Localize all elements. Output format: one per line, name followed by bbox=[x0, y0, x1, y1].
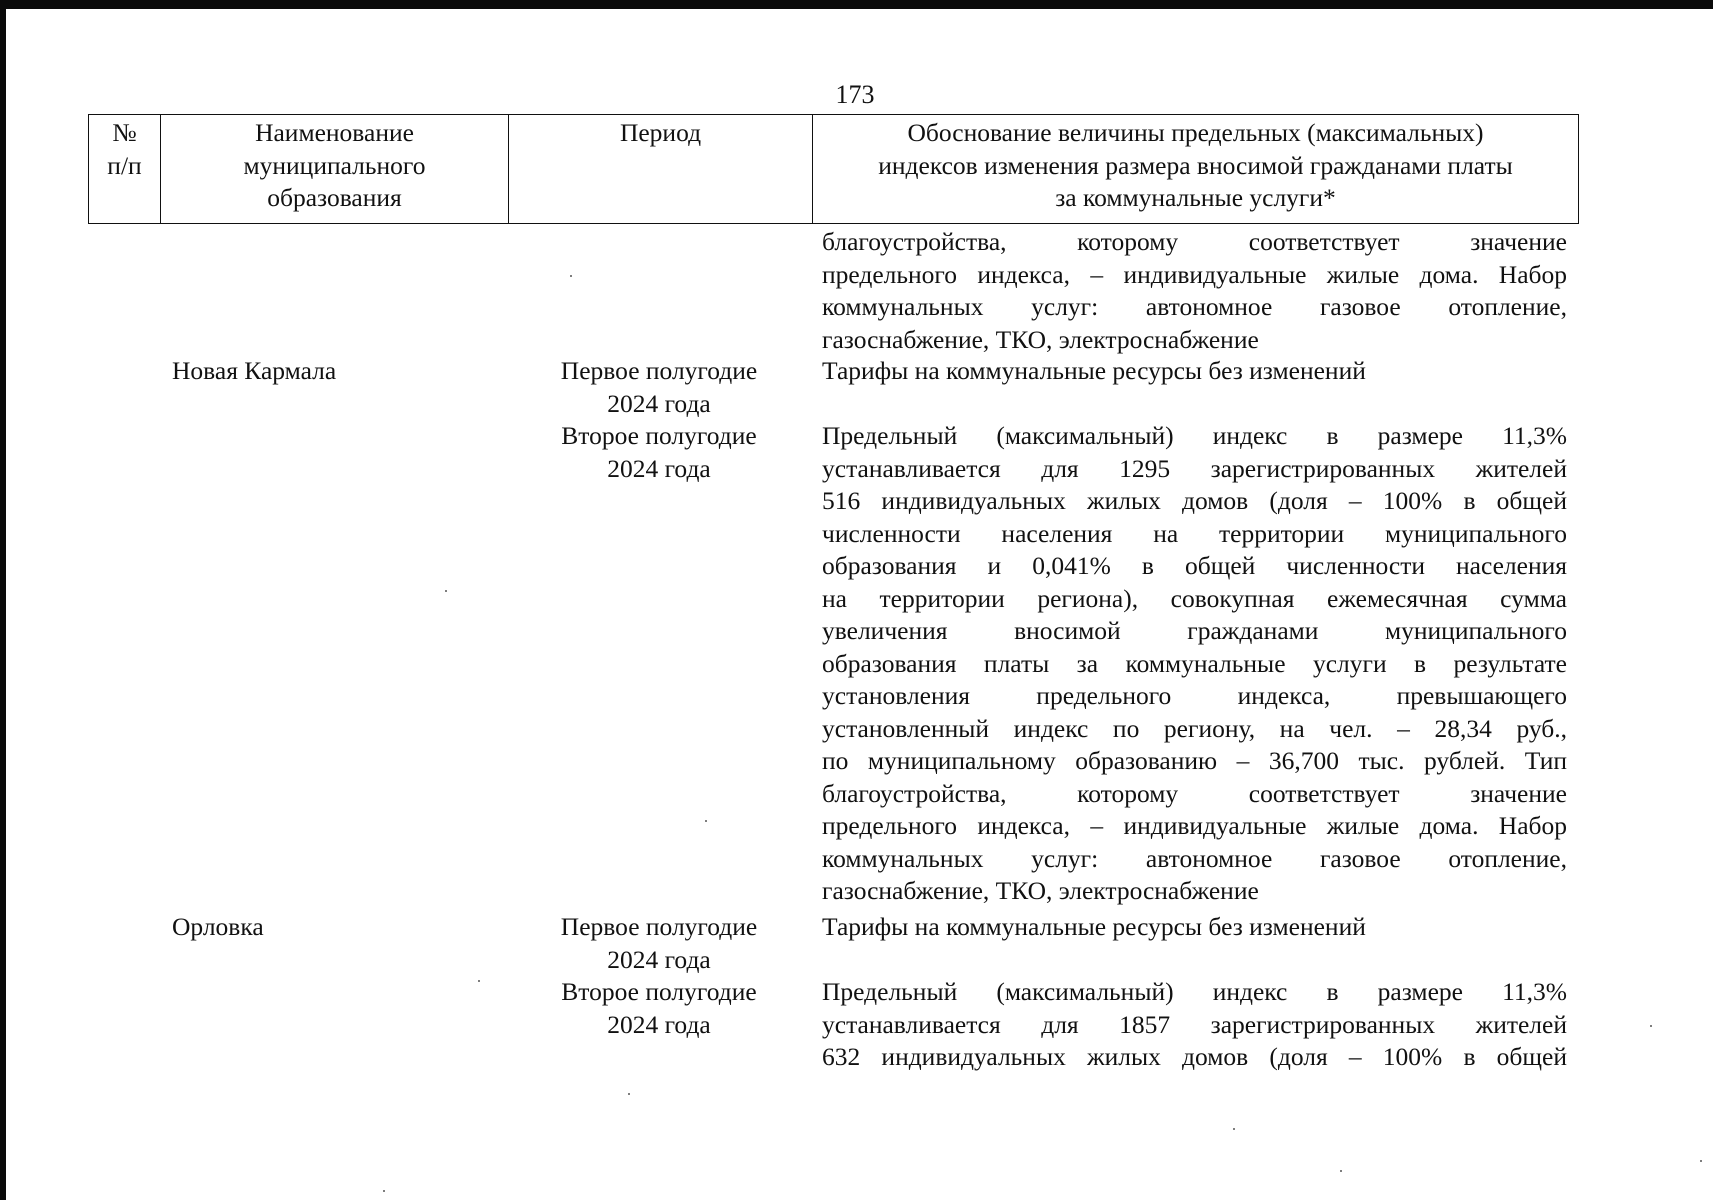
scan-speck bbox=[570, 275, 572, 277]
text-line: коммунальных услуг: автономное газовое отопление, bbox=[822, 843, 1567, 873]
scan-border-top bbox=[0, 0, 1713, 9]
text-line: на территории региона), совокупная ежемесячная сумма bbox=[822, 583, 1567, 613]
scan-speck bbox=[478, 980, 480, 982]
period-line: Второе полугодие bbox=[561, 977, 757, 1006]
scan-speck bbox=[383, 1190, 385, 1192]
scan-speck bbox=[1340, 1170, 1342, 1172]
text-line: 516 индивидуальных жилых домов (доля – 100% в общей bbox=[822, 486, 1567, 515]
header-justification-line: индексов изменения размера вносимой гражданами платы bbox=[878, 150, 1513, 180]
table-header bbox=[88, 114, 1579, 224]
text-line: установленный индекс по региону, на чел. – 28,34 руб., bbox=[822, 713, 1567, 743]
text-line: устанавливается для 1295 зарегистрированных жителей bbox=[822, 453, 1567, 483]
justification-first-half bbox=[822, 911, 1567, 944]
text-line: установления предельного индекса, превышающего bbox=[822, 681, 1567, 710]
header-num-line: п/п bbox=[107, 150, 142, 180]
period-line: 2024 года bbox=[607, 944, 711, 974]
period-line: 2024 года bbox=[607, 453, 711, 483]
period-line: Второе полугодие bbox=[561, 421, 757, 450]
text-line: предельного индекса, – индивидуальные жилые дома. Набор bbox=[822, 259, 1567, 289]
text-line: благоустройства, которому соответствует значение bbox=[822, 778, 1567, 808]
text-line: 632 индивидуальных жилых домов (доля – 100% в общей bbox=[822, 1042, 1567, 1071]
municipality-name: Новая Кармала bbox=[172, 356, 337, 385]
period-line: 2024 года bbox=[607, 1009, 711, 1039]
text-line: численности населения на территории муниципального bbox=[822, 518, 1567, 548]
scan-speck bbox=[1700, 1160, 1702, 1162]
text-line: Предельный (максимальный) индекс в размере 11,3% bbox=[822, 977, 1567, 1006]
text-line: образования платы за коммунальные услуги в результате bbox=[822, 648, 1567, 678]
text-line: устанавливается для 1857 зарегистрированных жителей bbox=[822, 1009, 1567, 1039]
text-line: Тарифы на коммунальные ресурсы без изменений bbox=[822, 912, 1366, 941]
scan-speck bbox=[445, 590, 447, 592]
header-justification bbox=[813, 115, 1579, 224]
period-line: 2024 года bbox=[607, 388, 711, 418]
period-line: Первое полугодие bbox=[560, 912, 758, 941]
period-second-half bbox=[530, 420, 788, 485]
text-line: газоснабжение, ТКО, электроснабжение bbox=[822, 324, 1259, 354]
header-name-line: Наименование bbox=[255, 118, 414, 147]
period-first-half bbox=[530, 911, 788, 976]
scan-speck bbox=[1233, 1128, 1235, 1130]
page-number: 173 bbox=[835, 80, 875, 109]
text-line: увеличения вносимой гражданами муниципального bbox=[822, 616, 1567, 645]
scan-speck bbox=[705, 820, 707, 822]
continuation-text bbox=[822, 226, 1567, 356]
header-justification-line: за коммунальные услуги* bbox=[1055, 183, 1336, 212]
scan-speck bbox=[628, 1093, 630, 1095]
justification-second-half bbox=[822, 420, 1567, 908]
header-num-line: № bbox=[112, 118, 137, 147]
header-name bbox=[161, 115, 509, 224]
justification-first-half bbox=[822, 355, 1567, 388]
text-line: Предельный (максимальный) индекс в размере 11,3% bbox=[822, 421, 1567, 450]
period-first-half bbox=[530, 355, 788, 420]
text-line: Тарифы на коммунальные ресурсы без изменений bbox=[822, 356, 1366, 385]
scan-speck bbox=[1650, 1025, 1652, 1027]
text-line: предельного индекса, – индивидуальные жилые дома. Набор bbox=[822, 811, 1567, 840]
period-second-half bbox=[530, 976, 788, 1041]
header-name-line: образования bbox=[267, 183, 402, 212]
text-line: газоснабжение, ТКО, электроснабжение bbox=[822, 876, 1259, 905]
header-name-line: муниципального bbox=[243, 150, 426, 180]
scan-border-left bbox=[0, 0, 6, 1200]
text-line: образования и 0,041% в общей численности населения bbox=[822, 551, 1567, 580]
period-line: Первое полугодие bbox=[560, 356, 758, 385]
header-period-line: Период bbox=[619, 118, 702, 147]
text-line: по муниципальному образованию – 36,700 тыс. рублей. Тип bbox=[822, 746, 1567, 775]
header-justification-line: Обоснование величины предельных (максимальных) bbox=[907, 118, 1484, 147]
text-line: благоустройства, которому соответствует значение bbox=[822, 227, 1567, 256]
municipality-name: Орловка bbox=[172, 912, 264, 941]
justification-second-half bbox=[822, 976, 1567, 1074]
header-num bbox=[89, 115, 161, 224]
header-period bbox=[509, 115, 813, 224]
text-line: коммунальных услуг: автономное газовое отопление, bbox=[822, 292, 1567, 321]
